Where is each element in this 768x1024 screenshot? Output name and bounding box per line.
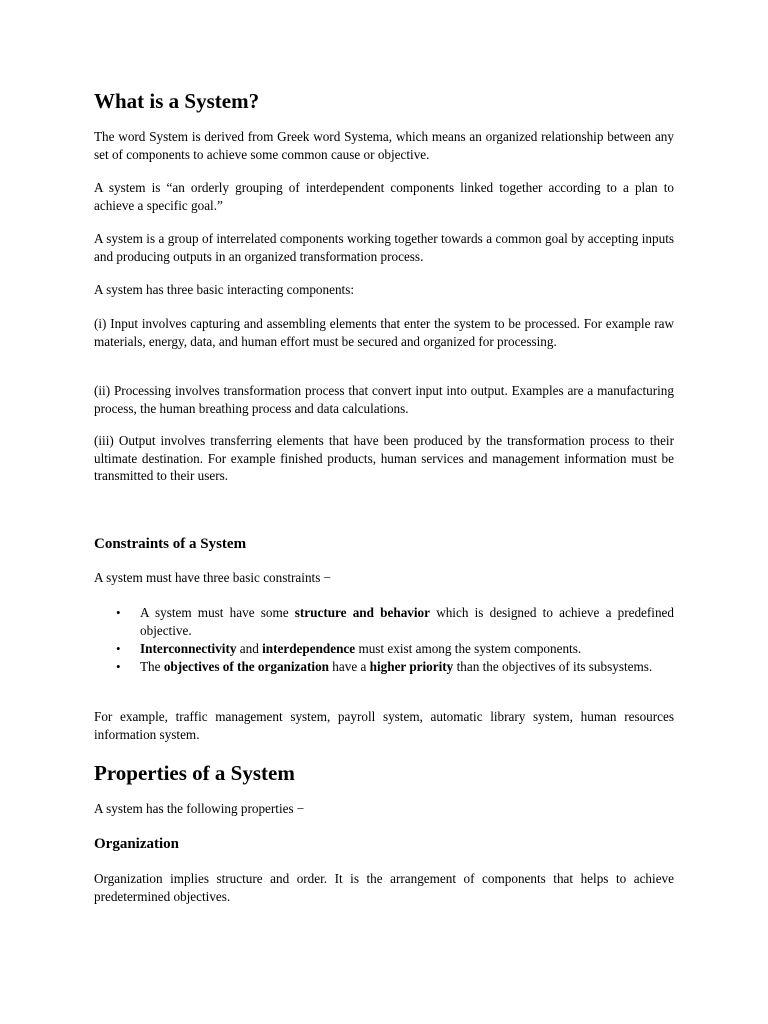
bullet-bold-text: Interconnectivity	[140, 640, 237, 656]
paragraph-constraints-intro: A system must have three basic constraints −	[94, 570, 332, 585]
bullet-text: must exist among the system components.	[355, 640, 582, 656]
bullet-text: The	[140, 658, 164, 674]
heading-organization: Organization	[94, 836, 179, 852]
bullet-text: A system must have some	[140, 605, 295, 620]
heading-properties: Properties of a System	[94, 761, 295, 785]
bullet-icon: •	[116, 658, 121, 674]
bullet-text: than the objectives of its subsystems.	[453, 658, 653, 674]
list-item-objectives	[94, 658, 674, 676]
paragraph-three-components: A system has three basic interacting components:	[94, 282, 355, 297]
paragraph-processing: (ii) Processing involves transformation process that convert input into output. Examples are a manufacturing process, the human breathing process and data calculations.	[94, 383, 674, 416]
bullet-bold-text: structure and behavior	[294, 605, 430, 620]
heading-constraints: Constraints of a System	[94, 536, 247, 552]
bullet-bold-text: higher priority	[369, 658, 454, 674]
constraints-list	[94, 604, 674, 676]
bullet-text: have a	[329, 658, 370, 674]
bullet-icon: •	[116, 640, 121, 656]
paragraph-properties-intro: A system has the following properties −	[94, 801, 305, 816]
paragraph-orderly-grouping: A system is “an orderly grouping of interdependent components linked together according to a plan to achieve a specific goal.”	[94, 180, 674, 213]
bullet-icon: •	[116, 605, 121, 620]
list-item-structure-behavior	[94, 604, 674, 639]
paragraph-interrelated-components: A system is a group of interrelated components working together towards a common goal by accepting inputs and producing outputs in an organized transformation process.	[94, 231, 674, 264]
paragraph-output: (iii) Output involves transferring elements that have been produced by the transformation process to their ultimate destination. For example finished products, human services and management information must be transmitted to their users.	[94, 433, 674, 483]
bullet-bold-text: objectives of the organization	[163, 658, 329, 674]
bullet-text: and	[236, 640, 263, 656]
heading-what-is-a-system: What is a System?	[94, 89, 260, 113]
paragraph-input: (i) Input involves capturing and assembling elements that enter the system to be processed. For example raw materials, energy, data, and human effort must be secured and organized for processing.	[94, 316, 674, 349]
list-item-interconnectivity	[94, 640, 674, 658]
paragraph-organization: Organization implies structure and order. It is the arrangement of components that helps to achieve predetermined objectives.	[94, 871, 674, 904]
bullet-text: which is designed to achieve a predefined objective.	[140, 605, 674, 638]
paragraph-example: For example, traffic management system, payroll system, automatic library system, human resources information system.	[94, 709, 674, 742]
bullet-bold-text: interdependence	[262, 640, 356, 656]
paragraph-derived: The word System is derived from Greek word Systema, which means an organized relationship between any set of components to achieve some common cause or objective.	[94, 129, 674, 162]
